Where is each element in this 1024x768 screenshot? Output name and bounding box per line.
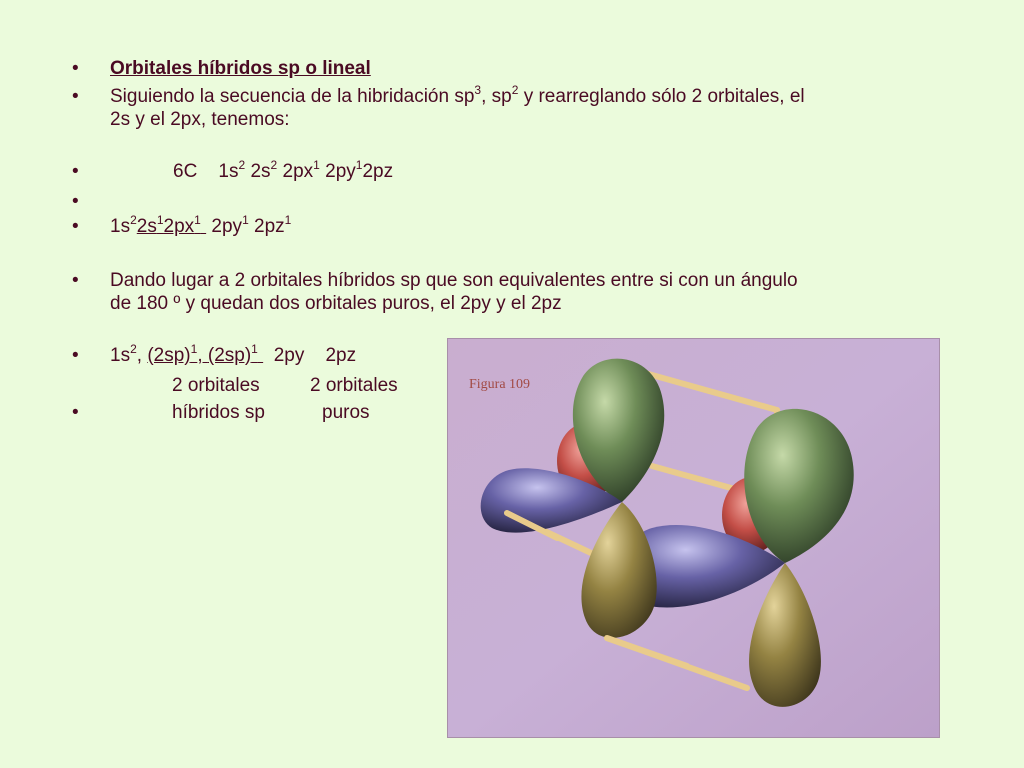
excited-state-configuration: $1s^22s^12px^1$ $2py^1$ $2pz^1$ bbox=[110, 213, 292, 237]
figure-caption: Figura 109 bbox=[469, 377, 531, 392]
intro-line-1: Siguiendo la secuencia de la hibridación $sp^3$, $sp^2$ y rearreglando sólo 2 orbitales, el bbox=[110, 83, 805, 107]
label-hybrid-orbitals: 2 orbitales bbox=[172, 375, 260, 396]
label-pure: puros bbox=[322, 402, 370, 423]
bullet-4: • bbox=[72, 191, 79, 212]
bullet-6: • bbox=[72, 270, 79, 291]
bullet-8: • bbox=[72, 402, 79, 423]
bullet-1: • bbox=[72, 58, 79, 79]
bullet-5: • bbox=[72, 216, 79, 237]
hybrid-configuration: $1s^2$, $(2sp)^1$, $(2sp)^1$ 2py 2pz bbox=[110, 342, 357, 366]
slide-title: Orbitales híbridos sp o lineal bbox=[110, 58, 371, 79]
bullet-7: • bbox=[72, 345, 79, 366]
intro-line-2: 2s y el 2px, tenemos: bbox=[110, 109, 290, 130]
description-line-1: Dando lugar a 2 orbitales híbridos sp que son equivalentes entre si con un ángulo bbox=[110, 270, 798, 291]
label-pure-orbitals: 2 orbitales bbox=[310, 375, 398, 396]
bullet-3: • bbox=[72, 161, 79, 182]
description-line-2: de 180 º y quedan dos orbitales puros, el 2py y el 2pz bbox=[110, 293, 562, 314]
label-hybrid-sp: híbridos sp bbox=[172, 402, 265, 423]
bullet-2: • bbox=[72, 86, 79, 107]
ground-state-configuration: 6C $1s^2$ $2s^2$ $2px^1$ $2py^12pz$ bbox=[173, 158, 394, 182]
sp-orbital-figure bbox=[447, 338, 940, 738]
